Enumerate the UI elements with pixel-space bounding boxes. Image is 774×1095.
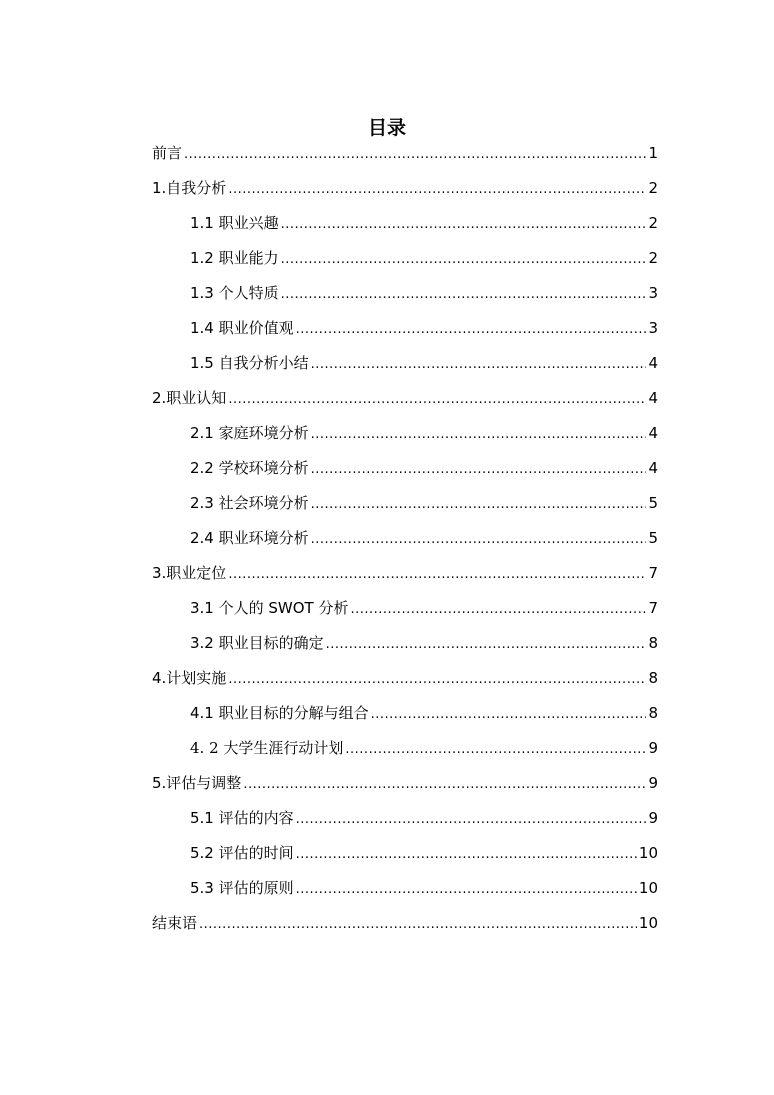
toc-entry-label: 5.2 评估的时间 xyxy=(190,844,294,862)
toc-leader-dots xyxy=(371,699,647,729)
toc-entry-page: 3 xyxy=(648,284,658,302)
toc-entry-page: 8 xyxy=(648,704,658,722)
toc-leader-dots xyxy=(228,559,646,589)
toc-entry-label: 1.5 自我分析小结 xyxy=(190,354,309,372)
toc-leader-dots xyxy=(296,839,637,869)
toc-entry-page: 5 xyxy=(648,494,658,512)
toc-leader-dots xyxy=(281,209,647,239)
toc-leader-dots xyxy=(296,874,637,904)
toc-entry-5-2[interactable] xyxy=(152,839,658,874)
toc-entry-label: 1.自我分析 xyxy=(152,179,227,197)
toc-entry-2-4[interactable] xyxy=(152,524,658,559)
toc-leader-dots xyxy=(228,384,646,414)
toc-leader-dots xyxy=(184,139,646,169)
toc-entry-5-3[interactable] xyxy=(152,874,658,909)
toc-entry-page: 2 xyxy=(648,179,658,197)
toc-entry-label: 2.职业认知 xyxy=(152,389,227,407)
toc-entry-label: 3.1 个人的 SWOT 分析 xyxy=(190,599,349,617)
toc-leader-dots xyxy=(345,734,646,764)
toc-entry-1-1[interactable] xyxy=(152,209,658,244)
toc-entry-page: 1 xyxy=(648,144,658,162)
toc-leader-dots xyxy=(281,279,647,309)
toc-entry-page: 2 xyxy=(648,214,658,232)
toc-leader-dots xyxy=(228,664,646,694)
toc-entry-page: 4 xyxy=(648,459,658,477)
toc-entry-label: 1.3 个人特质 xyxy=(190,284,279,302)
toc-entry-2-3[interactable] xyxy=(152,489,658,524)
toc-leader-dots xyxy=(243,769,646,799)
toc-title: 目录 xyxy=(367,116,406,139)
toc-entry-page: 9 xyxy=(648,774,658,792)
toc-entry-label: 2.4 职业环境分析 xyxy=(190,529,309,547)
toc-entry-label: 4.1 职业目标的分解与组合 xyxy=(190,704,369,722)
toc-entry-career-positioning[interactable] xyxy=(152,559,658,594)
toc-leader-dots xyxy=(296,804,647,834)
toc-list xyxy=(152,139,658,944)
toc-entry-page: 4 xyxy=(648,354,658,372)
toc-entry-page: 4 xyxy=(648,424,658,442)
toc-entry-4-1[interactable] xyxy=(152,699,658,734)
toc-entry-label: 3.2 职业目标的确定 xyxy=(190,634,324,652)
toc-leader-dots xyxy=(350,594,646,624)
toc-entry-2-1[interactable] xyxy=(152,419,658,454)
toc-entry-page: 8 xyxy=(648,634,658,652)
toc-entry-3-1[interactable] xyxy=(152,594,658,629)
toc-entry-page: 3 xyxy=(648,319,658,337)
toc-entry-evaluation-adjustment[interactable] xyxy=(152,769,658,804)
toc-entry-preface[interactable] xyxy=(152,139,658,174)
toc-entry-label: 5.1 评估的内容 xyxy=(190,809,294,827)
toc-entry-label: 4.计划实施 xyxy=(152,669,227,687)
toc-entry-1-3[interactable] xyxy=(152,279,658,314)
toc-entry-5-1[interactable] xyxy=(152,804,658,839)
toc-entry-1-5[interactable] xyxy=(152,349,658,384)
toc-entry-label: 2.2 学校环境分析 xyxy=(190,459,309,477)
toc-entry-page: 10 xyxy=(638,879,658,897)
toc-leader-dots xyxy=(311,419,647,449)
toc-entry-career-cognition[interactable] xyxy=(152,384,658,419)
toc-entry-page: 7 xyxy=(648,599,658,617)
toc-entry-label: 5.3 评估的原则 xyxy=(190,879,294,897)
toc-entry-label: 前言 xyxy=(152,144,183,162)
toc-leader-dots xyxy=(199,909,637,939)
toc-entry-page: 4 xyxy=(648,389,658,407)
toc-entry-label: 2.3 社会环境分析 xyxy=(190,494,309,512)
toc-leader-dots xyxy=(281,244,647,274)
toc-leader-dots xyxy=(311,489,647,519)
toc-entry-label: 2.1 家庭环境分析 xyxy=(190,424,309,442)
toc-entry-page: 10 xyxy=(638,844,658,862)
toc-entry-page: 9 xyxy=(648,809,658,827)
toc-entry-label: 1.1 职业兴趣 xyxy=(190,214,279,232)
toc-entry-plan-implementation[interactable] xyxy=(152,664,658,699)
toc-entry-page: 2 xyxy=(648,249,658,267)
toc-leader-dots xyxy=(311,349,647,379)
toc-leader-dots xyxy=(296,314,647,344)
toc-entry-page: 10 xyxy=(638,914,658,932)
toc-entry-1-2[interactable] xyxy=(152,244,658,279)
toc-entry-1-4[interactable] xyxy=(152,314,658,349)
toc-entry-3-2[interactable] xyxy=(152,629,658,664)
toc-entry-page: 8 xyxy=(648,669,658,687)
toc-entry-page: 7 xyxy=(648,564,658,582)
toc-entry-label: 5.评估与调整 xyxy=(152,774,242,792)
toc-leader-dots xyxy=(228,174,646,204)
toc-leader-dots xyxy=(311,524,647,554)
toc-entry-label: 1.4 职业价值观 xyxy=(190,319,294,337)
toc-entry-page: 5 xyxy=(648,529,658,547)
toc-entry-page: 9 xyxy=(648,739,658,757)
toc-entry-4-2[interactable] xyxy=(152,734,658,769)
toc-leader-dots xyxy=(326,629,647,659)
toc-entry-label: 1.2 职业能力 xyxy=(190,249,279,267)
toc-entry-label: 结束语 xyxy=(152,914,198,932)
toc-entry-self-analysis[interactable] xyxy=(152,174,658,209)
toc-entry-label: 4. 2 大学生涯行动计划 xyxy=(190,739,344,757)
toc-entry-label: 3.职业定位 xyxy=(152,564,227,582)
toc-entry-2-2[interactable] xyxy=(152,454,658,489)
toc-leader-dots xyxy=(311,454,647,484)
toc-entry-conclusion[interactable] xyxy=(152,909,658,944)
